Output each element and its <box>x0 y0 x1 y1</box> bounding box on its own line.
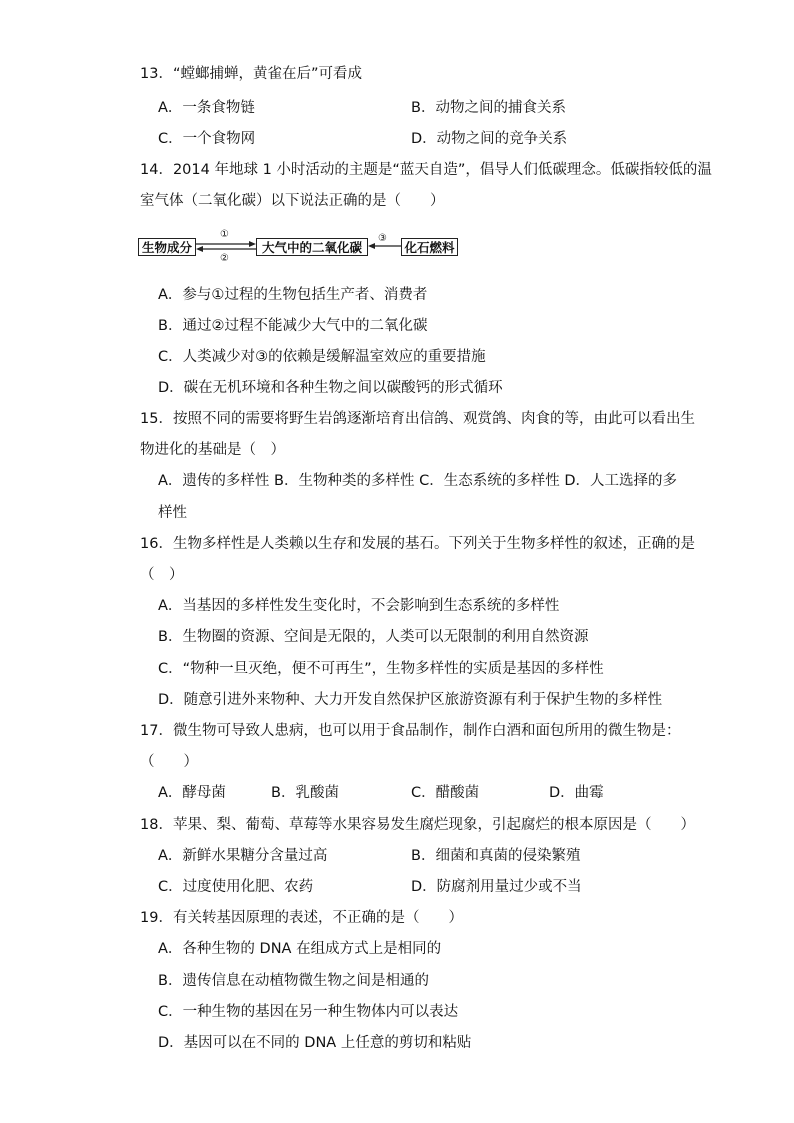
diagram-box-fossil-fuel: 化石燃料 <box>401 238 458 256</box>
question-18-option-d: D．防腐剂用量过少或不当 <box>411 879 582 895</box>
question-14-stem-line2: 室气体（二氧化碳）以下说法正确的是（ ） <box>140 193 445 209</box>
question-15-options-line2: 样性 <box>158 505 187 521</box>
question-16-option-a: A．当基因的多样性发生变化时，不会影响到生态系统的多样性 <box>158 598 560 614</box>
question-14-option-d: D．碳在无机环境和各种生物之间以碳酸钙的形式循环 <box>158 380 503 396</box>
question-14-option-b: B．通过②过程不能减少大气中的二氧化碳 <box>158 318 428 334</box>
diagram-label-2: ② <box>220 253 229 264</box>
question-15-stem-line1: 15．按照不同的需要将野生岩鸽逐渐培育出信鸽、观赏鸽、肉食的等，由此可以看出生 <box>140 411 695 427</box>
question-13-option-c: C．一个食物网 <box>158 131 256 147</box>
question-14-stem-line1: 14．2014 年地球 1 小时活动的主题是“蓝天自造”，倡导人们低碳理念。低碳指较低的温 <box>140 162 712 178</box>
question-16-option-b: B．生物圈的资源、空间是无限的，人类可以无限制的利用自然资源 <box>158 629 589 645</box>
question-19-option-a: A．各种生物的 DNA 在组成方式上是相同的 <box>158 941 442 957</box>
question-18-option-a: A．新鲜水果糖分含量过高 <box>158 848 328 864</box>
diagram-arrows <box>138 229 458 265</box>
question-18-option-c: C．过度使用化肥、农药 <box>158 879 314 895</box>
question-17-option-a: A．酵母菌 <box>158 785 226 801</box>
question-18-stem: 18．苹果、梨、葡萄、草莓等水果容易发生腐烂现象，引起腐烂的根本原因是（ ） <box>140 817 695 833</box>
question-19-option-b: B．遗传信息在动植物微生物之间是相通的 <box>158 973 429 989</box>
diagram-label-3: ③ <box>378 233 387 244</box>
question-17-option-b: B．乳酸菌 <box>271 785 339 801</box>
question-13-option-d: D．动物之间的竞争关系 <box>411 131 568 147</box>
question-17-stem-line1: 17．微生物可导致人患病，也可以用于食品制作，制作白酒和面包所用的微生物是： <box>140 723 681 739</box>
diagram-box-biological: 生物成分 <box>138 238 196 256</box>
question-16-option-c: C．“物种一旦灭绝，便不可再生”，生物多样性的实质是基因的多样性 <box>158 661 604 677</box>
question-16-option-d: D．随意引进外来物种、大力开发自然保护区旅游资源有利于保护生物的多样性 <box>158 692 663 708</box>
question-17-stem-line2: （ ） <box>140 754 198 770</box>
question-13-stem: 13．“螳螂捕蝉，黄雀在后”可看成 <box>140 66 362 82</box>
question-16-stem-line1: 16．生物多样性是人类赖以生存和发展的基石。下列关于生物多样性的叙述，正确的是 <box>140 536 695 552</box>
diagram-label-1: ① <box>220 229 229 240</box>
question-19-option-d: D．基因可以在不同的 DNA 上任意的剪切和粘贴 <box>158 1035 472 1051</box>
question-16-stem-line2: （ ） <box>140 567 184 583</box>
question-17-option-c: C．醋酸菌 <box>411 785 480 801</box>
carbon-cycle-diagram <box>138 229 458 265</box>
question-19-option-c: C．一种生物的基因在另一种生物体内可以表达 <box>158 1004 459 1020</box>
question-15-options-line1: A．遗传的多样性 B．生物种类的多样性 C．生态系统的多样性 D．人工选择的多 <box>158 473 677 489</box>
question-14-option-a: A．参与①过程的生物包括生产者、消费者 <box>158 287 428 303</box>
question-15-stem-line2: 物进化的基础是（ ） <box>140 442 285 458</box>
diagram-box-atmosphere-co2: 大气中的二氧化碳 <box>256 238 368 256</box>
question-19-stem: 19．有关转基因原理的表述，不正确的是（ ） <box>140 910 463 926</box>
question-14-option-c: C．人类减少对③的依赖是缓解温室效应的重要措施 <box>158 349 486 365</box>
question-17-option-d: D．曲霉 <box>549 785 604 801</box>
question-13-option-a: A．一条食物链 <box>158 100 255 116</box>
question-13-option-b: B．动物之间的捕食关系 <box>411 100 566 116</box>
question-18-option-b: B．细菌和真菌的侵染繁殖 <box>411 848 581 864</box>
